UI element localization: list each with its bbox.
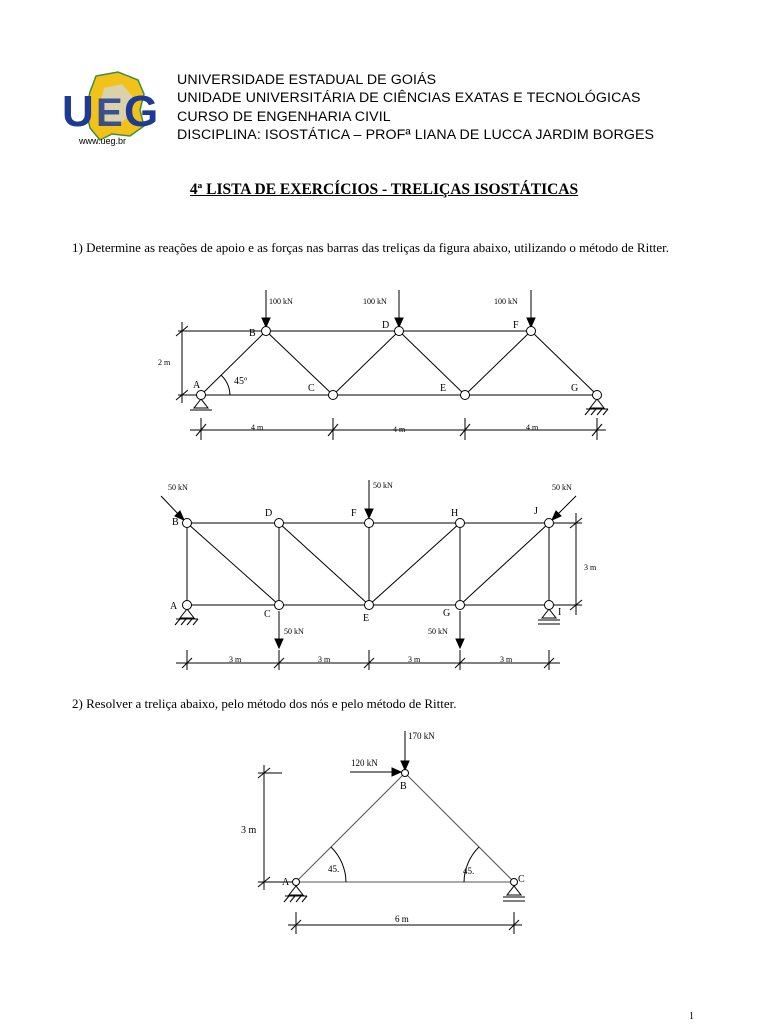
label-D: D: [382, 320, 390, 331]
logo-letter-u: U: [62, 87, 94, 136]
load-label-J2: 50 kN: [552, 483, 572, 492]
span-label-2: 4 m: [393, 425, 406, 434]
node-A3: [293, 879, 300, 886]
span-label-2-3: 3 m: [408, 655, 421, 664]
question-2: 2) Resolver a treliça abaixo, pelo método dos nós e pelo método de Ritter.: [72, 696, 457, 711]
member-AB3: [296, 773, 405, 882]
label-J2: J: [534, 506, 538, 517]
label-F: F: [513, 320, 519, 331]
label-D2: D: [265, 508, 273, 519]
node-B3: [402, 770, 409, 777]
logo-url: www.ueg.br: [79, 136, 127, 146]
load-label-D: 100 kN: [363, 297, 387, 306]
span-label-2-1: 3 m: [229, 655, 242, 664]
support-C3-roller: [507, 886, 521, 895]
label-A: A: [193, 380, 201, 391]
load-label-C2: 50 kN: [284, 627, 304, 636]
height-label: 2 m: [158, 358, 171, 367]
node-C3: [511, 879, 518, 886]
label-E2: E: [363, 613, 370, 624]
angle-arc-right: [464, 847, 479, 882]
label-B2: B: [172, 517, 179, 528]
logo-letter-e: E: [96, 91, 123, 135]
span-label-2-4: 3 m: [500, 655, 513, 664]
logo-letter-g: G: [124, 87, 159, 136]
angle-label-left: 45.: [328, 864, 340, 874]
load-arrowhead-vertical-3: [401, 761, 409, 770]
label-E: E: [440, 383, 447, 394]
angle-label-right: 45.: [463, 866, 475, 876]
load-label-F: 100 kN: [494, 297, 518, 306]
question-1: 1) Determine as reações de apoio e as forças nas barras das treliças da figura abaixo, utilizando o método de Ritter.: [72, 240, 670, 255]
height-label-3: 3 m: [241, 825, 257, 836]
header-course: CURSO DE ENGENHARIA CIVIL: [177, 108, 391, 125]
header-unit: UNIDADE UNIVERSITÁRIA DE CIÊNCIAS EXATAS E TECNOLÓGICAS: [177, 90, 641, 107]
hatch-a3-2: [290, 896, 295, 902]
span-label-2-2: 3 m: [318, 655, 331, 664]
angle-label: 45º: [234, 376, 248, 387]
label-B: B: [249, 328, 256, 339]
label-B3: B: [400, 781, 407, 792]
load-label-F2: 50 kN: [373, 481, 393, 490]
load-arrowhead-horizontal-3: [392, 768, 401, 776]
header-university: UNIVERSIDADE ESTADUAL DE GOIÁS: [177, 72, 437, 88]
label-A2: A: [170, 601, 178, 612]
label-F2: F: [351, 508, 357, 519]
label-G: G: [571, 383, 579, 394]
load-label-horizontal-3: 120 kN: [351, 758, 378, 768]
label-A3: A: [282, 877, 290, 888]
page-number: 1: [689, 1011, 694, 1022]
label-C2: C: [264, 609, 271, 620]
page-title-text: 4ª LISTA DE EXERCÍCIOS - TRELIÇAS ISOSTÁTICAS: [189, 181, 579, 198]
span-label-1: 4 m: [251, 423, 264, 432]
height-label-2: 3 m: [584, 563, 597, 572]
label-C3: C: [518, 874, 525, 885]
hatch-a3-3: [296, 896, 301, 902]
header-discipline: DISCIPLINA: ISOSTÁTICA – PROFª LIANA DE LUCCA JARDIM BORGES: [177, 126, 655, 143]
hatch-a3-1: [284, 896, 289, 902]
load-label-B: 100 kN: [269, 297, 293, 306]
support-A3-pin: [289, 886, 303, 895]
load-label-B2: 50 kN: [168, 483, 188, 492]
label-G2: G: [443, 608, 451, 619]
member-BC3: [405, 773, 514, 882]
load-label-vertical-3: 170 kN: [408, 731, 435, 741]
hatch-a3-4: [302, 896, 307, 902]
label-H2: H: [451, 508, 459, 519]
load-label-G2: 50 kN: [428, 627, 448, 636]
label-C: C: [308, 383, 315, 394]
label-I2: I: [558, 607, 562, 618]
span-label-3: 4 m: [526, 423, 539, 432]
span-label-3: 6 m: [395, 914, 409, 924]
